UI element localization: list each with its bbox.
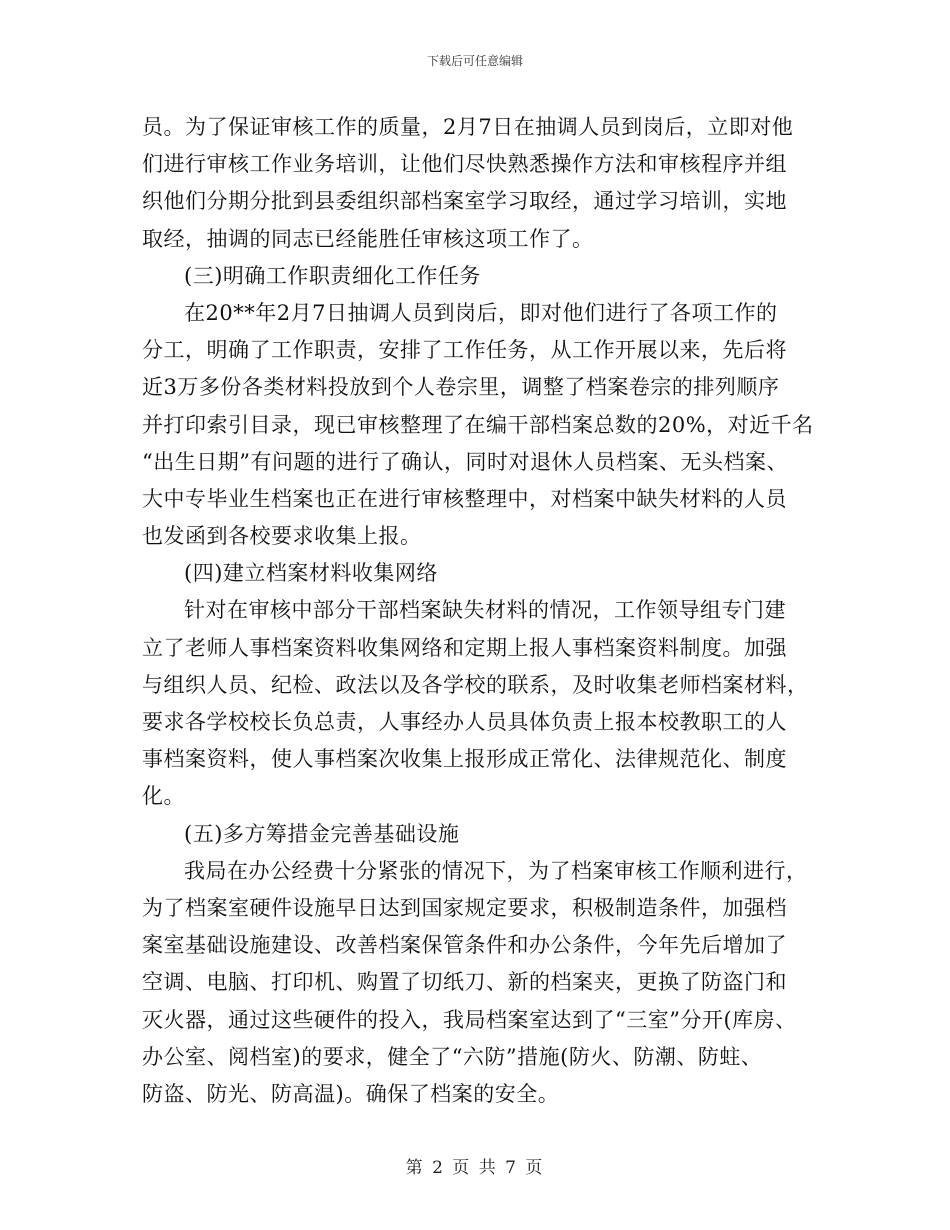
- text-line: (三)明确工作职责细化工作任务: [184, 263, 481, 288]
- text-line: 办公室、阅档室)的要求，健全了“六防”措施(防火、防潮、防蛀、: [142, 1044, 763, 1069]
- text-line: 大中专毕业生档案也正在进行审核整理中，对档案中缺失材料的人员: [142, 486, 787, 511]
- text-line: 针对在审核中部分干部档案缺失材料的情况，工作领导组专门建: [184, 598, 786, 623]
- text-line: 我局在办公经费十分紧张的情况下，为了档案审核工作顺利进行，: [184, 858, 808, 883]
- text-line: 空调、电脑、打印机、购置了切纸刀、新的档案夹，更换了防盗门和: [142, 970, 787, 995]
- text-line: 化。: [142, 784, 185, 809]
- text-line: (五)多方筹措金完善基础设施: [184, 821, 460, 846]
- text-line: 织他们分期分批到县委组织部档案室学习取经，通过学习培训，实地: [142, 189, 787, 214]
- text-line: “出生日期”有问题的进行了确认，同时对退休人员档案、无头档案、: [142, 449, 788, 474]
- text-line: 们进行审核工作业务培训，让他们尽快熟悉操作方法和审核程序并组: [142, 152, 787, 177]
- text-line: 案室基础设施建设、改善档案保管条件和办公条件，今年先后增加了: [142, 933, 787, 958]
- page-header: 下载后可任意编辑: [426, 54, 523, 68]
- text-line: 灭火器，通过这些硬件的投入，我局档案室达到了“三室”分开(库房、: [142, 1007, 797, 1032]
- text-line: 立了老师人事档案资料收集网络和定期上报人事档案资料制度。加强: [142, 635, 787, 660]
- document-body: [142, 109, 822, 1113]
- text-line: 防盗、防光、防高温)。确保了档案的安全。: [142, 1081, 560, 1106]
- text-line: 事档案资料，使人事档案次收集上报形成正常化、法律规范化、制度: [142, 747, 787, 772]
- text-line: 要求各学校校长负总责，人事经办人员具体负责上报本校教职工的人: [142, 710, 787, 734]
- text-line: 分工，明确了工作职责，安排了工作任务，从工作开展以来，先后将: [142, 338, 787, 363]
- page-footer: 第 2 页 共 7 页: [405, 1158, 545, 1178]
- text-line: 取经，抽调的同志已经能胜任审核这项工作了。: [142, 226, 594, 251]
- text-line: 员。为了保证审核工作的质量，2月7日在抽调人员到岗后，立即对他: [142, 115, 794, 139]
- text-line: 也发函到各校要求收集上报。: [142, 524, 422, 549]
- text-line: 在20**年2月7日抽调人员到岗后，即对他们进行了各项工作的: [184, 300, 778, 325]
- text-line: 并打印索引目录，现已审核整理了在编干部档案总数的20%，对近千名: [142, 412, 814, 437]
- text-line: 近3万多份各类材料投放到个人卷宗里，调整了档案卷宗的排列顺序: [142, 375, 780, 400]
- text-line: (四)建立档案材料收集网络: [184, 561, 438, 586]
- text-line: 与组织人员、纪检、政法以及各学校的联系，及时收集老师档案材料，: [142, 672, 809, 697]
- text-line: 为了档案室硬件设施早日达到国家规定要求，积极制造条件，加强档: [142, 895, 787, 920]
